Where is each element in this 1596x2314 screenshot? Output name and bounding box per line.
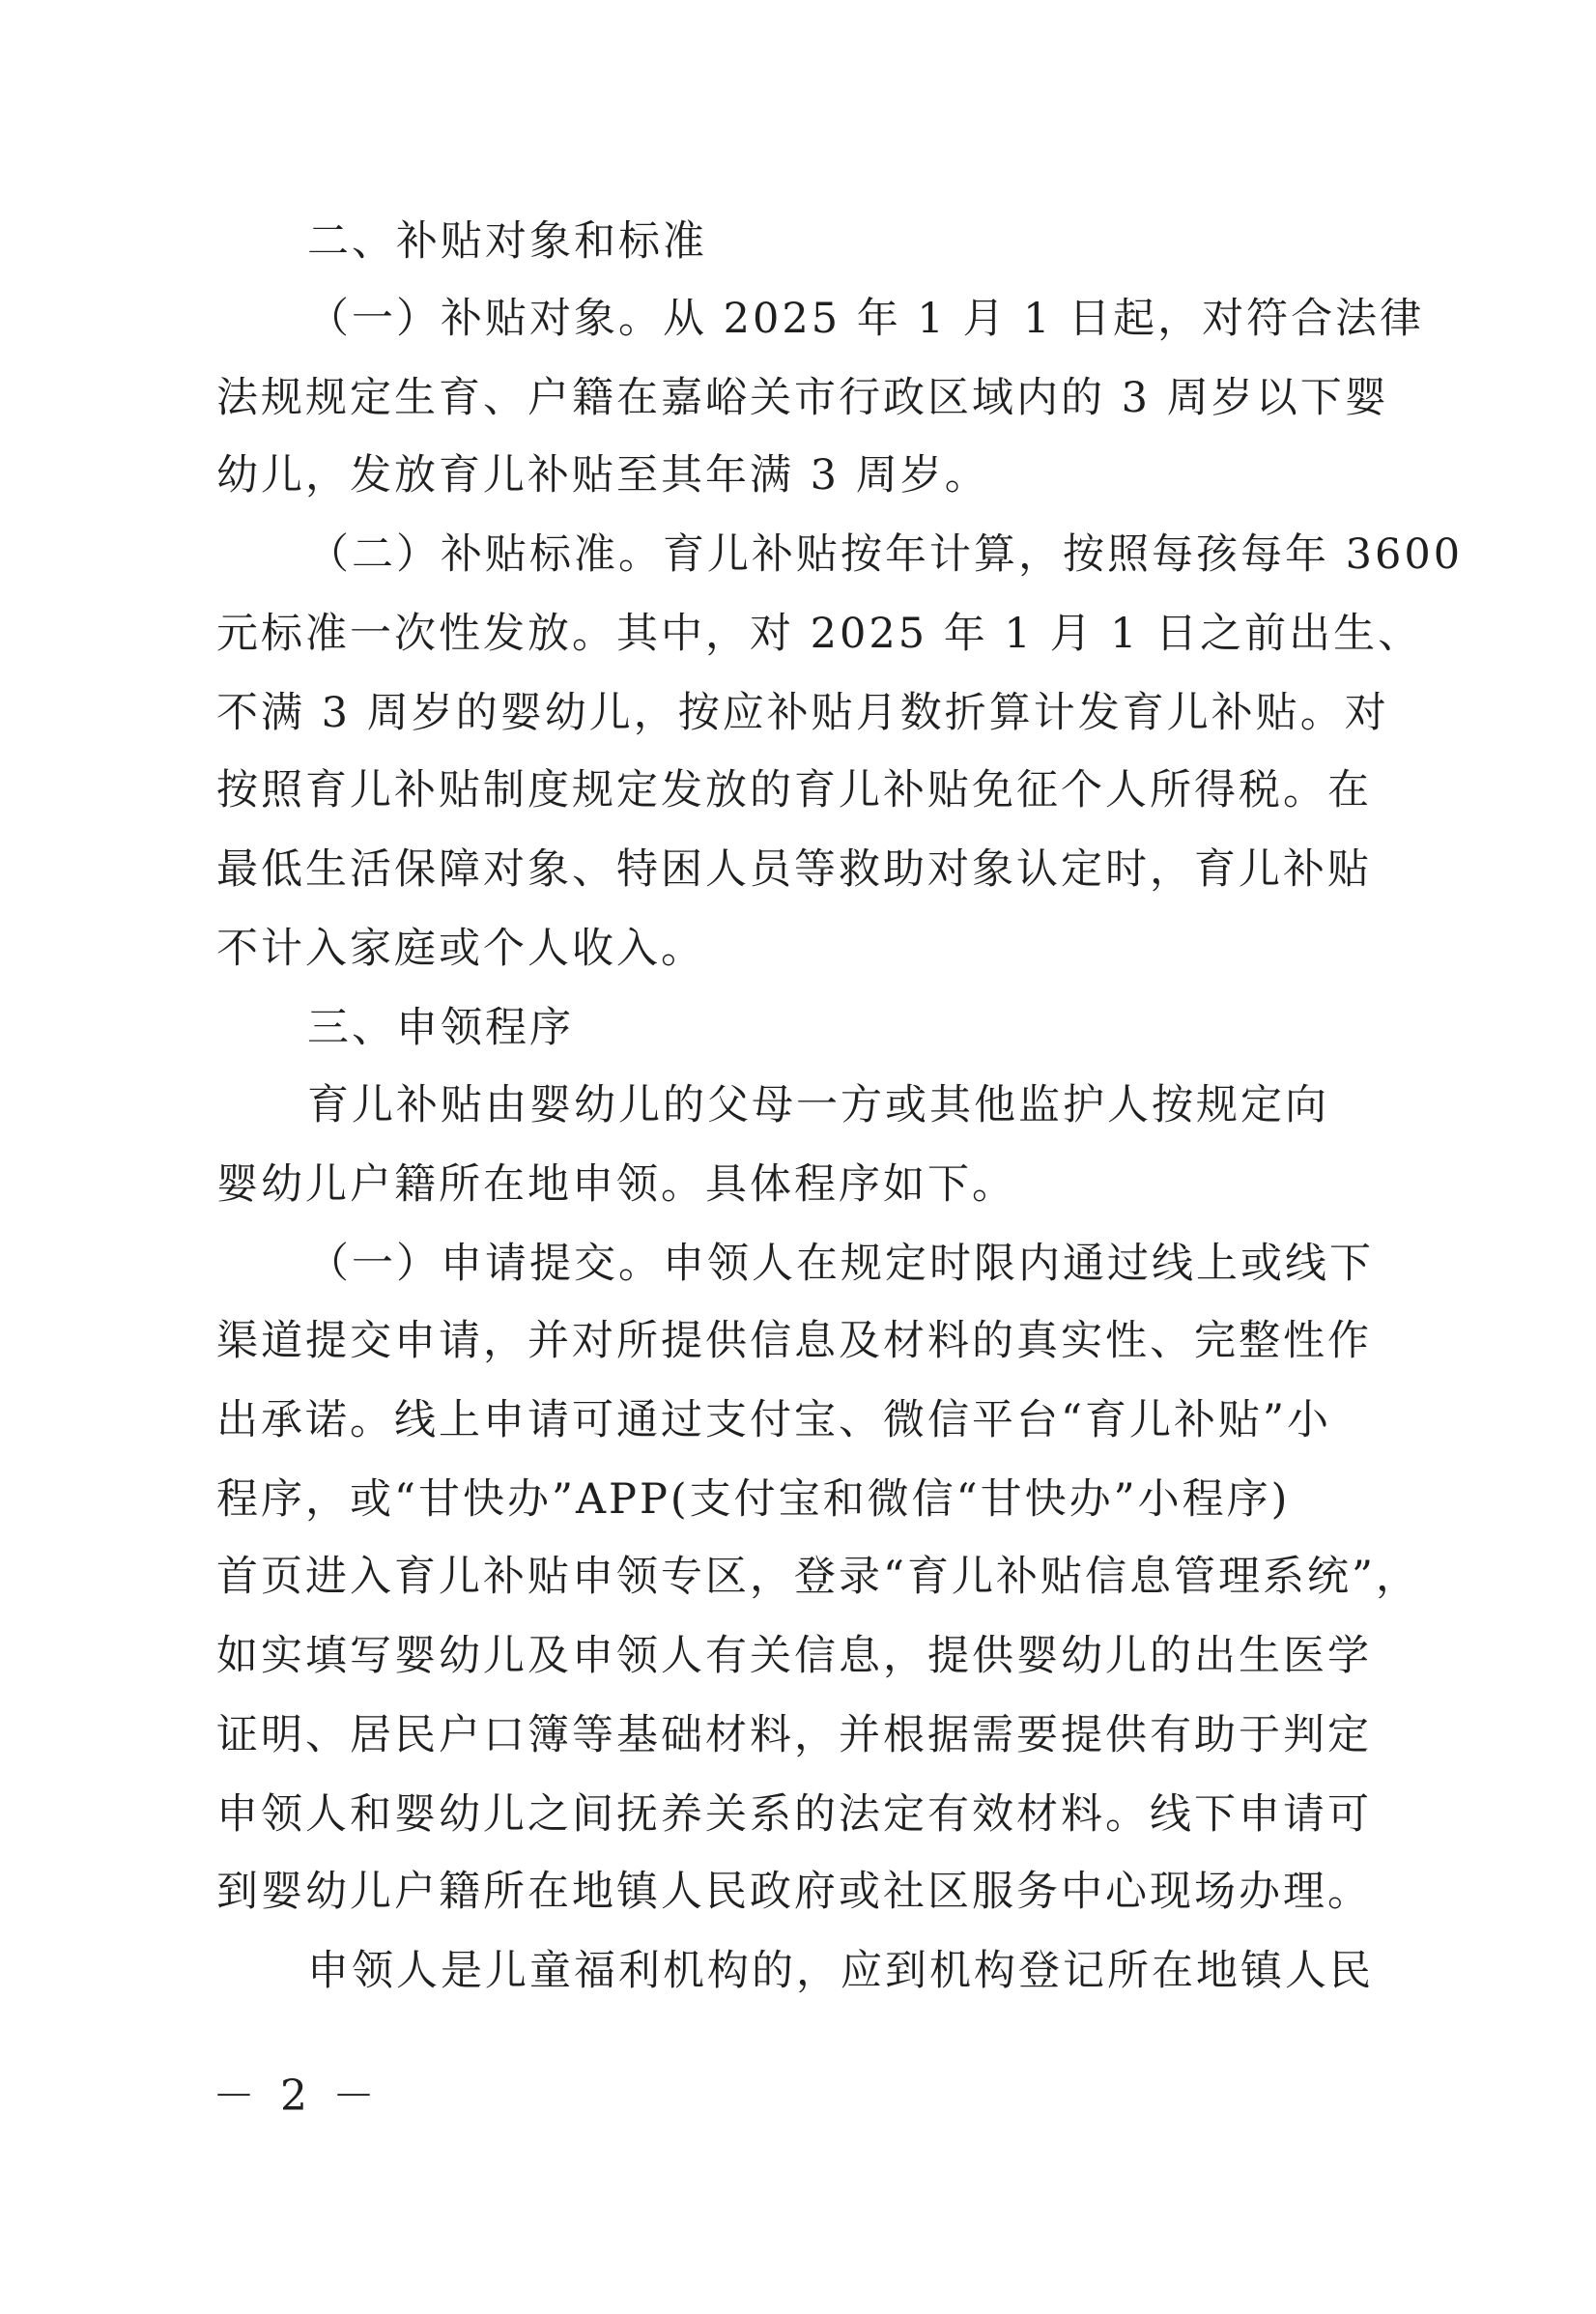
paragraph-line: （一）申请提交。申领人在规定时限内通过线上或线下 <box>307 1240 1374 1288</box>
paragraph-line: 程序，或“甘快办”APP(支付宝和微信“甘快办”小程序) <box>216 1475 1291 1524</box>
paragraph-line: （二）补贴标准。育儿补贴按年计算，按照每孩每年 3600 <box>307 530 1464 579</box>
section-heading: 三、申领程序 <box>307 1004 574 1052</box>
section-heading: 二、补贴对象和标准 <box>307 217 707 266</box>
paragraph-line: （一）补贴对象。从 2025 年 1 月 1 日起，对符合法律 <box>307 295 1425 343</box>
paragraph-line: 渠道提交申请，并对所提供信息及材料的真实性、完整性作 <box>216 1317 1372 1365</box>
paragraph-line: 申领人是儿童福利机构的，应到机构登记所在地镇人民 <box>307 1947 1374 1995</box>
paragraph-line: 按照育儿补贴制度规定发放的育儿补贴免征个人所得税。在 <box>216 766 1372 814</box>
paragraph-line: 元标准一次性发放。其中，对 2025 年 1 月 1 日之前出生、 <box>216 610 1423 658</box>
paragraph-line: 如实填写婴幼儿及申领人有关信息，提供婴幼儿的出生医学 <box>216 1632 1372 1680</box>
paragraph-line: 证明、居民户口簿等基础材料，并根据需要提供有助于判定 <box>216 1711 1372 1759</box>
paragraph-line: 育儿补贴由婴幼儿的父母一方或其他监护人按规定向 <box>307 1081 1329 1129</box>
paragraph-line: 出承诺。线上申请可通过支付宝、微信平台“育儿补贴”小 <box>216 1396 1331 1444</box>
paragraph-line: 婴幼儿户籍所在地申领。具体程序如下。 <box>216 1160 1016 1209</box>
paragraph-line: 法规规定生育、户籍在嘉峪关市行政区域内的 3 周岁以下婴 <box>216 374 1389 422</box>
paragraph-line: 幼儿，发放育儿补贴至其年满 3 周岁。 <box>216 451 989 500</box>
page-number: － 2 － <box>213 2071 381 2121</box>
paragraph-line: 不满 3 周岁的婴幼儿，按应补贴月数折算计发育儿补贴。对 <box>216 689 1389 737</box>
paragraph-line: 首页进入育儿补贴申领专区，登录“育儿补贴信息管理系统”， <box>216 1553 1420 1601</box>
paragraph-line: 最低生活保障对象、特困人员等救助对象认定时，育儿补贴 <box>216 845 1372 894</box>
paragraph-line: 不计入家庭或个人收入。 <box>216 925 705 973</box>
paragraph-line: 申领人和婴幼儿之间抚养关系的法定有效材料。线下申请可 <box>216 1790 1372 1839</box>
paragraph-line: 到婴幼儿户籍所在地镇人民政府或社区服务中心现场办理。 <box>216 1868 1372 1916</box>
